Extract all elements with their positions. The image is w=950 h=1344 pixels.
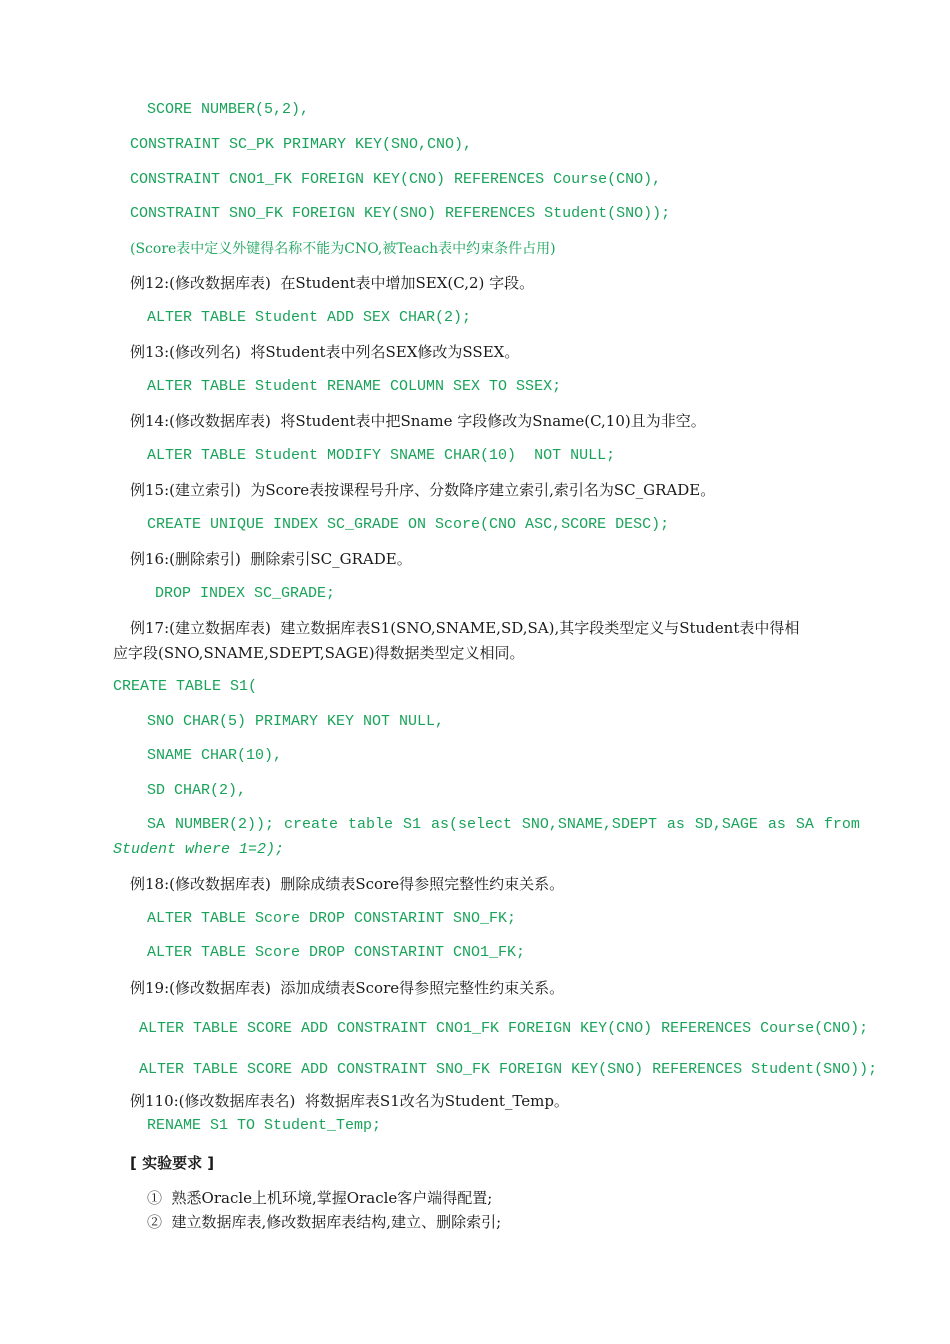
example-19-code: ALTER TABLE SCORE ADD CONSTRAINT CNO1_FK FOREIGN KEY(CNO) REFERENCES Course(CNO); bbox=[139, 1020, 869, 1037]
example-13-title: 例13:(修改列名) 将Student表中列名SEX修改为SSEX。 bbox=[130, 343, 520, 361]
example-12-code: ALTER TABLE Student ADD SEX CHAR(2); bbox=[147, 309, 472, 326]
code-token: SNO,SNAME,SDEPT bbox=[521, 816, 657, 833]
example-19-code: ALTER TABLE SCORE ADD CONSTRAINT SNO_FK FOREIGN KEY(SNO) REFERENCES Student(SNO)); bbox=[139, 1061, 878, 1078]
example-110-code: RENAME S1 TO Student_Temp; bbox=[147, 1117, 382, 1134]
example-17-justified-code bbox=[147, 815, 860, 835]
code-token: S1 bbox=[402, 816, 421, 833]
code-line: SCORE NUMBER(5,2), bbox=[147, 101, 310, 118]
requirement-item: ② 建立数据库表,修改数据库表结构,建立、删除索引; bbox=[147, 1213, 502, 1231]
code-token: as bbox=[666, 816, 685, 833]
code-token: create bbox=[283, 816, 338, 833]
code-note: (Score表中定义外键得名称不能为CNO,被Teach表中约束条件占用) bbox=[130, 241, 556, 257]
example-15-title: 例15:(建立索引) 为Score表按课程号升序、分数降序建立索引,索引名为SC_GRADE。 bbox=[130, 481, 716, 499]
requirements-heading: [ 实验要求 ] bbox=[130, 1154, 215, 1172]
example-17-code: Student where 1=2); bbox=[113, 841, 285, 858]
example-14-code: ALTER TABLE Student MODIFY SNAME CHAR(10) NOT NULL; bbox=[147, 447, 616, 464]
example-17-title: 例17:(建立数据库表) 建立数据库表S1(SNO,SNAME,SD,SA),其字段类型定义与Student表中得相 bbox=[130, 619, 800, 637]
example-17-code: CREATE TABLE S1( bbox=[113, 678, 258, 695]
example-13-code: ALTER TABLE Student RENAME COLUMN SEX TO SSEX; bbox=[147, 378, 562, 395]
code-token: SA bbox=[795, 816, 814, 833]
code-token: as bbox=[767, 816, 786, 833]
code-token: table bbox=[347, 816, 393, 833]
example-18-code: ALTER TABLE Score DROP CONSTARINT CNO1_FK; bbox=[147, 944, 526, 961]
requirement-item: ① 熟悉Oracle上机环境,掌握Oracle客户端得配置; bbox=[147, 1189, 493, 1207]
example-19-title: 例19:(修改数据库表) 添加成绩表Score得参照完整性约束关系。 bbox=[130, 979, 565, 997]
example-16-code: DROP INDEX SC_GRADE; bbox=[155, 585, 336, 602]
code-token: from bbox=[823, 816, 860, 833]
code-line: CONSTRAINT SNO_FK FOREIGN KEY(SNO) REFERENCES Student(SNO)); bbox=[130, 205, 671, 222]
code-token: SA bbox=[147, 816, 166, 833]
code-token: SD,SAGE bbox=[694, 816, 758, 833]
example-110-title: 例110:(修改数据库表名) 将数据库表S1改名为Student_Temp。 bbox=[130, 1092, 569, 1110]
code-line: CONSTRAINT CNO1_FK FOREIGN KEY(CNO) REFERENCES Course(CNO), bbox=[130, 171, 662, 188]
example-17-code: SNO CHAR(5) PRIMARY KEY NOT NULL, bbox=[147, 713, 445, 730]
example-18-code: ALTER TABLE Score DROP CONSTARINT SNO_FK; bbox=[147, 910, 517, 927]
code-token: NUMBER(2)); bbox=[174, 816, 275, 833]
code-token: as(select bbox=[430, 816, 512, 833]
example-14-title: 例14:(修改数据库表) 将Student表中把Sname 字段修改为Sname(C,10)且为非空。 bbox=[130, 412, 706, 430]
example-17-title-cont: 应字段(SNO,SNAME,SDEPT,SAGE)得数据类型定义相同。 bbox=[113, 644, 525, 662]
example-18-title: 例18:(修改数据库表) 删除成绩表Score得参照完整性约束关系。 bbox=[130, 875, 565, 893]
example-17-code: SD CHAR(2), bbox=[147, 782, 247, 799]
example-12-title: 例12:(修改数据库表) 在Student表中增加SEX(C,2) 字段。 bbox=[130, 274, 535, 292]
example-17-code: SNAME CHAR(10), bbox=[147, 747, 283, 764]
example-16-title: 例16:(删除索引) 删除索引SC_GRADE。 bbox=[130, 550, 412, 568]
example-15-code: CREATE UNIQUE INDEX SC_GRADE ON Score(CNO ASC,SCORE DESC); bbox=[147, 516, 670, 533]
code-line: CONSTRAINT SC_PK PRIMARY KEY(SNO,CNO), bbox=[130, 136, 473, 153]
